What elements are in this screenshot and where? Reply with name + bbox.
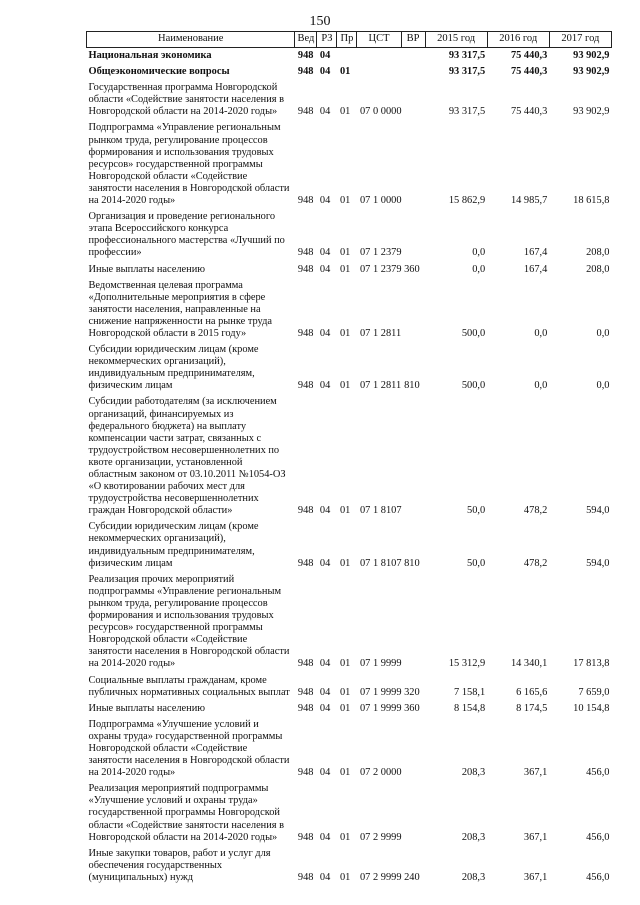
row-2015: 500,0 xyxy=(461,327,486,339)
row-pr: 01 xyxy=(339,557,351,569)
row-vr: 810 xyxy=(404,557,420,569)
row-ved: 948 xyxy=(297,327,314,339)
row-2015: 208,3 xyxy=(461,871,486,883)
row-rz: 04 xyxy=(319,50,331,61)
row-rz: 04 xyxy=(319,831,331,843)
row-vr xyxy=(401,572,425,673)
row-vr: 360 xyxy=(404,263,420,275)
row-cst: 07 2 0000 xyxy=(359,767,402,779)
row-2016: 367,1 xyxy=(523,767,548,779)
row-cst xyxy=(357,48,401,65)
row-cst: 07 1 2811 xyxy=(359,327,402,339)
row-cst: 07 0 0000 xyxy=(359,106,402,118)
row-2016: 167,4 xyxy=(523,247,548,259)
row-2015: 50,0 xyxy=(467,505,486,517)
row-pr xyxy=(337,48,357,65)
page-number: 150 xyxy=(309,14,331,29)
row-2016: 478,2 xyxy=(523,505,548,517)
row-2017: 594,0 xyxy=(586,505,610,517)
row-rz: 04 xyxy=(319,327,331,339)
row-2016: 75 440,3 xyxy=(510,66,548,78)
row-pr: 01 xyxy=(339,831,351,843)
table-row xyxy=(87,673,612,701)
row-pr: 01 xyxy=(339,658,351,670)
row-ved: 948 xyxy=(297,66,314,78)
row-vr xyxy=(401,278,425,342)
table-row xyxy=(87,701,612,717)
table-row xyxy=(87,717,612,781)
row-name: Реализация прочих мероприятий подпрограммы «Управление региональным рынком труда, регулирование процессов формирования и использования трудовых ресурсов» государственной программы Новгородской области «Содействие занятости населения в Новгородской области на 2014-2020 годы» xyxy=(88,573,290,670)
row-2015: 7 158,1 xyxy=(454,686,486,698)
row-cst: 07 1 8107 xyxy=(359,557,402,569)
row-name: Иные выплаты населению xyxy=(88,702,206,714)
row-rz: 04 xyxy=(319,658,331,670)
row-pr: 01 xyxy=(339,106,351,118)
row-2017: 93 902,9 xyxy=(573,50,610,61)
row-2017: 594,0 xyxy=(586,557,610,569)
row-2016: 8 174,5 xyxy=(516,702,548,714)
table-row xyxy=(87,48,612,65)
row-ved: 948 xyxy=(297,658,314,670)
row-ved: 948 xyxy=(297,702,314,714)
row-2015: 500,0 xyxy=(461,380,486,392)
row-ved: 948 xyxy=(297,557,314,569)
table-row xyxy=(87,519,612,571)
row-vr: 360 xyxy=(404,702,420,714)
row-2016: 14 340,1 xyxy=(510,658,548,670)
row-pr: 01 xyxy=(339,767,351,779)
table-row xyxy=(87,80,612,120)
table-row xyxy=(87,781,612,845)
row-2015: 15 862,9 xyxy=(448,195,486,207)
row-vr xyxy=(401,80,425,120)
row-vr xyxy=(401,717,425,781)
row-ved: 948 xyxy=(297,50,314,61)
row-vr xyxy=(401,209,425,261)
row-ved: 948 xyxy=(297,195,314,207)
row-2016: 0,0 xyxy=(534,327,548,339)
header-name: Наименование xyxy=(87,32,295,48)
row-2015: 208,3 xyxy=(461,831,486,843)
row-rz: 04 xyxy=(319,66,331,78)
row-cst: 07 1 2379 xyxy=(359,263,402,275)
row-name: Иные закупки товаров, работ и услуг для обеспечения государственных (муниципальных) нужд xyxy=(88,847,271,883)
row-2017: 93 902,9 xyxy=(573,66,610,78)
row-rz: 04 xyxy=(319,871,331,883)
header-2015: 2015 год xyxy=(425,32,487,48)
table-row xyxy=(87,120,612,209)
row-ved: 948 xyxy=(297,505,314,517)
row-2017: 456,0 xyxy=(586,767,610,779)
row-vr: 240 xyxy=(404,871,420,883)
row-rz: 04 xyxy=(319,767,331,779)
row-vr: 810 xyxy=(404,380,420,392)
row-2017: 208,0 xyxy=(586,263,610,275)
row-name: Субсидии юридическим лицам (кроме некоммерческих организаций), индивидуальным предпринимателям, физическим лицам xyxy=(88,344,259,392)
row-vr xyxy=(401,64,425,80)
row-vr: 320 xyxy=(404,686,420,698)
header-vr: ВР xyxy=(401,32,425,48)
row-2016: 6 165,6 xyxy=(516,686,548,698)
row-2015: 93 317,5 xyxy=(448,50,486,61)
row-2017: 7 659,0 xyxy=(578,686,610,698)
row-2015: 50,0 xyxy=(467,557,486,569)
row-cst: 07 1 8107 xyxy=(359,505,402,517)
row-pr: 01 xyxy=(339,247,351,259)
row-vr xyxy=(401,394,425,519)
row-2017: 456,0 xyxy=(586,871,610,883)
row-cst: 07 1 0000 xyxy=(359,195,402,207)
row-2016: 14 985,7 xyxy=(510,195,548,207)
row-rz: 04 xyxy=(319,106,331,118)
row-name: Организация и проведение регионального этапа Всероссийского конкурса профессионального мастерства «Лучший по профессии» xyxy=(88,211,285,259)
row-name: Подпрограмма «Управление региональным рынком труда, регулирование процессов формирования и использования трудовых ресурсов» государственной программы Новгородской области «Содействие занятости населения в Новгородской области на 2014-2020 годы» xyxy=(88,122,290,207)
row-name: Субсидии юридическим лицам (кроме некоммерческих организаций), индивидуальным предпринимателям, физическим лицам xyxy=(88,521,259,569)
row-2017: 0,0 xyxy=(596,327,610,339)
table-row xyxy=(87,262,612,278)
row-vr xyxy=(401,120,425,209)
row-vr xyxy=(401,48,425,65)
row-2017: 18 615,8 xyxy=(573,195,610,207)
row-cst: 07 1 9999 xyxy=(359,702,402,714)
row-name: Субсидии работодателям (за исключением организаций, финансируемых из федерального бюджета) на выплату компенсации части затрат, связанных с трудоустройством несовершеннолетних по квоте организации, установленной областным законом от 03.10.2011 №1054-ОЗ «О квотировании рабочих мест для трудоустройства несовершеннолетних граждан Новгородской области» xyxy=(88,396,286,517)
header-ved: Вед xyxy=(295,32,317,48)
row-name: Иные выплаты населению xyxy=(88,263,206,275)
table-row xyxy=(87,278,612,342)
row-2016: 167,4 xyxy=(523,263,548,275)
row-rz: 04 xyxy=(319,505,331,517)
row-2015: 8 154,8 xyxy=(454,702,486,714)
row-2016: 75 440,3 xyxy=(510,106,548,118)
row-2016: 367,1 xyxy=(523,831,548,843)
row-pr: 01 xyxy=(339,327,351,339)
row-2016: 0,0 xyxy=(534,380,548,392)
table-body xyxy=(87,48,612,887)
row-ved: 948 xyxy=(297,380,314,392)
row-ved: 948 xyxy=(297,106,314,118)
row-pr: 01 xyxy=(339,686,351,698)
row-2015: 93 317,5 xyxy=(448,66,486,78)
row-2017: 208,0 xyxy=(586,247,610,259)
row-cst: 07 1 9999 xyxy=(359,658,402,670)
header-cst: ЦСТ xyxy=(357,32,401,48)
row-rz: 04 xyxy=(319,195,331,207)
row-2015: 0,0 xyxy=(472,247,486,259)
row-pr: 01 xyxy=(339,702,351,714)
table-header xyxy=(87,32,612,48)
row-name: Национальная экономика xyxy=(88,50,212,61)
header-2017: 2017 год xyxy=(549,32,611,48)
row-name: Ведомственная целевая программа «Дополнительные мероприятия в сфере занятости населения, направленные на снижение напряженности на рынке труда Новгородской области в 2015 году» xyxy=(88,279,272,339)
row-2017: 456,0 xyxy=(586,831,610,843)
row-cst: 07 1 2379 xyxy=(359,247,402,259)
budget-table xyxy=(86,31,612,886)
header-rz: РЗ xyxy=(317,32,337,48)
row-ved: 948 xyxy=(297,831,314,843)
row-ved: 948 xyxy=(297,871,314,883)
header-pr: Пр xyxy=(337,32,357,48)
row-cst xyxy=(357,64,401,80)
row-rz: 04 xyxy=(319,380,331,392)
row-cst: 07 2 9999 xyxy=(359,831,402,843)
table-row xyxy=(87,572,612,673)
row-2017: 10 154,8 xyxy=(573,702,610,714)
row-2016: 75 440,3 xyxy=(510,50,548,61)
row-pr: 01 xyxy=(339,66,351,78)
row-2016: 478,2 xyxy=(523,557,548,569)
row-rz: 04 xyxy=(319,702,331,714)
table-row xyxy=(87,209,612,261)
row-2015: 208,3 xyxy=(461,767,486,779)
row-rz: 04 xyxy=(319,247,331,259)
row-name: Социальные выплаты гражданам, кроме публичных нормативных социальных выплат xyxy=(88,674,290,698)
row-ved: 948 xyxy=(297,686,314,698)
row-name: Государственная программа Новгородской области «Содействие занятости населения в Новгородской области на 2014-2020 годы» xyxy=(88,82,285,118)
row-2015: 0,0 xyxy=(472,263,486,275)
row-ved: 948 xyxy=(297,263,314,275)
row-ved: 948 xyxy=(297,767,314,779)
header-2016: 2016 год xyxy=(487,32,549,48)
row-pr: 01 xyxy=(339,871,351,883)
row-2017: 93 902,9 xyxy=(573,106,610,118)
row-pr: 01 xyxy=(339,195,351,207)
row-name: Общеэкономические вопросы xyxy=(88,66,230,78)
row-name: Реализация мероприятий подпрограммы «Улучшение условий и охраны труда» государственной программы Новгородской области «Содействие занятости населения в Новгородской области на 2014-2020 годы» xyxy=(88,783,285,843)
row-cst: 07 1 9999 xyxy=(359,686,402,698)
row-cst: 07 2 9999 xyxy=(359,871,402,883)
row-rz: 04 xyxy=(319,263,331,275)
row-pr: 01 xyxy=(339,505,351,517)
row-name: Подпрограмма «Улучшение условий и охраны труда» государственной программы Новгородской области «Содействие занятости населения в Новгородской области на 2014-2020 годы» xyxy=(88,718,290,779)
row-rz: 04 xyxy=(319,686,331,698)
table-row xyxy=(87,394,612,519)
header-row xyxy=(87,32,612,48)
table-row xyxy=(87,64,612,80)
row-rz: 04 xyxy=(319,557,331,569)
row-2017: 17 813,8 xyxy=(573,658,610,670)
row-vr xyxy=(401,781,425,845)
row-2015: 93 317,5 xyxy=(448,106,486,118)
row-cst: 07 1 2811 xyxy=(359,380,402,392)
row-2015: 15 312,9 xyxy=(448,658,486,670)
row-ved: 948 xyxy=(297,247,314,259)
row-pr: 01 xyxy=(339,263,351,275)
row-2017: 0,0 xyxy=(596,380,610,392)
row-pr: 01 xyxy=(339,380,351,392)
row-2016: 367,1 xyxy=(523,871,548,883)
table-row xyxy=(87,846,612,886)
table-row xyxy=(87,342,612,394)
